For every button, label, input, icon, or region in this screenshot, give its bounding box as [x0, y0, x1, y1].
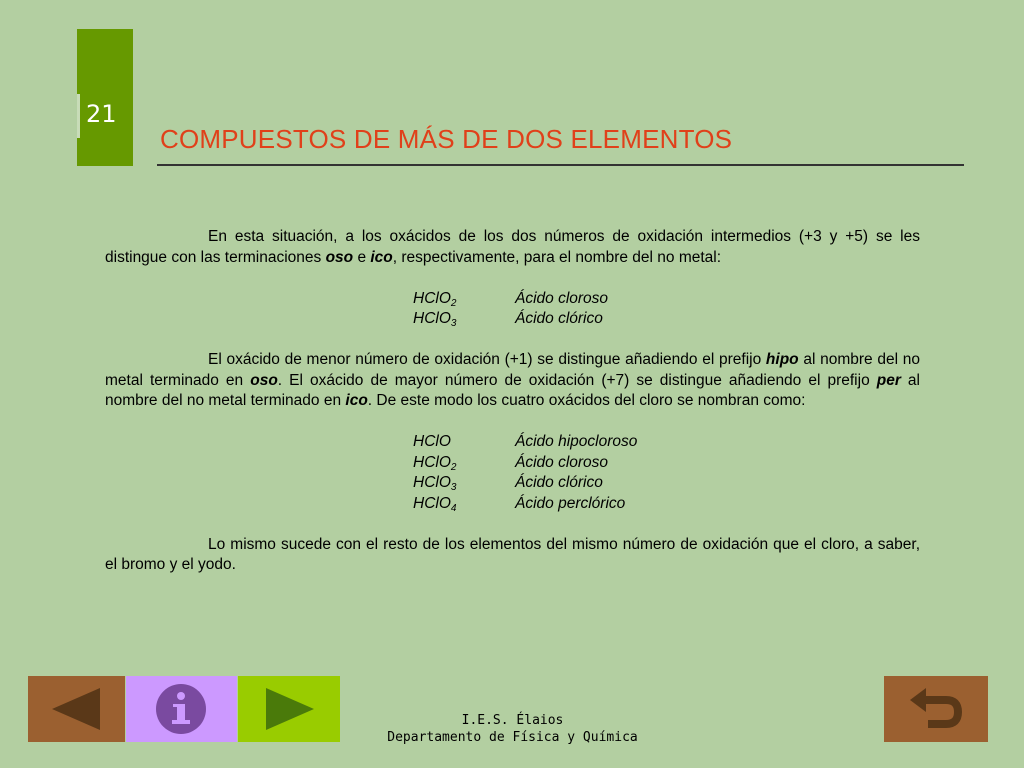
- formula-list-2: [105, 432, 920, 514]
- p1-text-2: e: [353, 248, 371, 266]
- p2-text-2: al nombre del no metal terminado en: [105, 351, 920, 389]
- footer: [360, 712, 665, 746]
- list-item: [105, 432, 920, 453]
- p1-text-3: , respectivamente, para el nombre del no metal:: [392, 248, 722, 266]
- slide-number: 21: [86, 100, 117, 128]
- p2-text-5: . De este modo los cuatro oxácidos del cloro se nombran como:: [367, 392, 806, 409]
- previous-button[interactable]: [28, 676, 125, 742]
- p2-text-4: al nombre del no metal terminado en: [105, 371, 920, 409]
- formula: HClO$_2$: [413, 289, 457, 309]
- triangle-left-icon: [28, 676, 125, 742]
- formula: HClO$_3$: [413, 310, 457, 329]
- footer-department: Departamento de Física y Química: [387, 730, 638, 745]
- info-button[interactable]: [126, 676, 237, 742]
- p1-emphasis-oso: oso: [325, 248, 354, 266]
- list-item: [105, 473, 920, 494]
- p1-text-1: En esta situación, a los oxácidos de los dos números de oxidación intermedios (+3 y +5) se les distingue con las terminaciones: [105, 228, 920, 266]
- p2-emphasis-hipo: hipo: [765, 351, 799, 368]
- list-item: [105, 494, 920, 515]
- compound-name: Ácido cloroso: [515, 289, 609, 307]
- compound-name: Ácido hipocloroso: [515, 433, 638, 450]
- compound-name: Ácido clórico: [515, 310, 603, 327]
- p2-text-3: . El oxácido de mayor número de oxidación (+7) se distingue añadiendo el prefijo: [277, 371, 877, 389]
- next-button[interactable]: [238, 676, 340, 742]
- p3-text: Lo mismo sucede con el resto de los elementos del mismo número de oxidación que el cloro, a saber, el bromo y el yodo.: [105, 535, 920, 573]
- formula: HClO$_4$: [413, 494, 457, 514]
- return-button[interactable]: [884, 676, 988, 742]
- p2-emphasis-ico: ico: [345, 392, 368, 409]
- compound-name: Ácido clórico: [515, 474, 603, 491]
- slide-number-marker: [77, 94, 80, 138]
- p2-emphasis-oso: oso: [250, 371, 278, 389]
- formula-list-1: [105, 289, 920, 330]
- page-title: COMPUESTOS DE MÁS DE DOS ELEMENTOS: [160, 124, 733, 154]
- compound-name: Ácido cloroso: [515, 453, 609, 471]
- return-arrow-icon: [884, 676, 988, 742]
- paragraph-2: [105, 350, 920, 412]
- triangle-right-icon: [238, 676, 340, 742]
- formula: HClO$_3$: [413, 474, 457, 493]
- paragraph-1: [105, 227, 920, 268]
- p2-emphasis-per: per: [876, 371, 901, 389]
- paragraph-3: [105, 535, 920, 576]
- info-icon: [126, 676, 237, 742]
- formula: HClO: [413, 433, 451, 450]
- list-item: [105, 309, 920, 330]
- footer-school: I.E.S. Élaios: [461, 713, 564, 728]
- compound-name: Ácido perclórico: [515, 494, 626, 512]
- p1-emphasis-ico: ico: [370, 248, 393, 266]
- title-divider: [157, 164, 964, 166]
- list-item: [105, 289, 920, 310]
- list-item: [105, 453, 920, 474]
- p2-text-1: El oxácido de menor número de oxidación (+1) se distingue añadiendo el prefijo: [208, 351, 766, 368]
- slide-number-box: [77, 29, 133, 166]
- slide-body: [105, 227, 920, 576]
- formula: HClO$_2$: [413, 453, 457, 473]
